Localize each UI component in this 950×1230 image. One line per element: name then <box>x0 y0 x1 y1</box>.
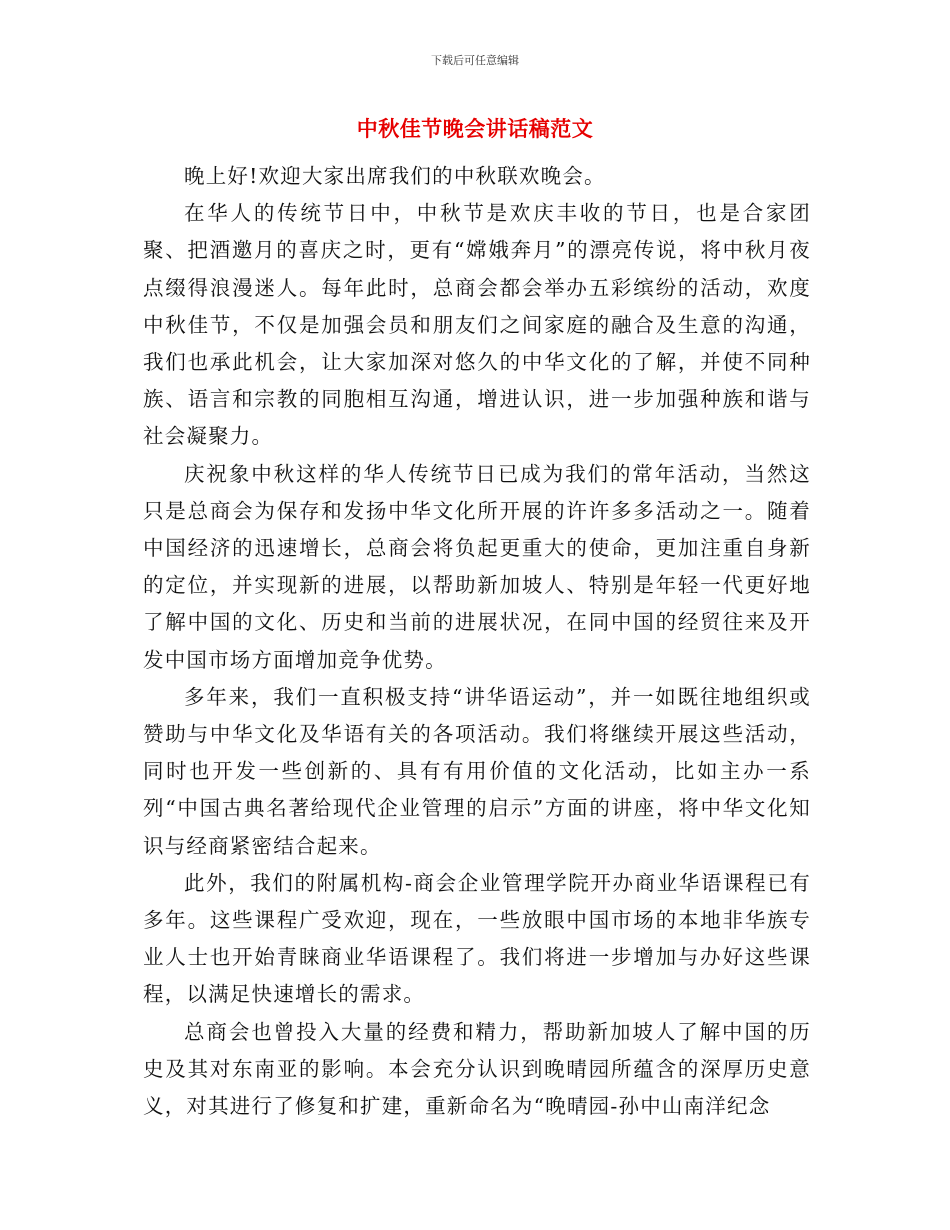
paragraph: 多年来，我们一直积极支持“讲华语运动”，并一如既往地组织或赞助与中华文化及华语有关的各项活动。我们将继续开展这些活动，同时也开发一些创新的、具有有用价值的文化活动，比如主办一系列“中国古典名著给现代企业管理的启示”方面的讲座，将中华文化知识与经商紧密结合起来。 <box>143 684 811 858</box>
paragraph: 晚上好!欢迎大家出席我们的中秋联欢晚会。 <box>184 164 606 188</box>
paragraph: 此外，我们的附属机构-商会企业管理学院开办商业华语课程已有多年。这些课程广受欢迎，现在，一些放眼中国市场的本地非华族专业人士也开始青睐商业华语课程了。我们将进一步增加与办好这些课程，以满足快速增长的需求。 <box>143 870 811 1007</box>
paragraph: 总商会也曾投入大量的经费和精力，帮助新加坡人了解中国的历史及其对东南亚的影响。本会充分认识到晚晴园所蕴含的深厚历史意义，对其进行了修复和扩建，重新命名为“晚晴园-孙中山南洋纪念 <box>143 1019 811 1119</box>
document-body <box>143 158 811 1125</box>
header-note: 下载后可任意编辑 <box>431 54 519 67</box>
paragraph: 在华人的传统节日中，中秋节是欢庆丰收的节日，也是合家团聚、把酒邀月的喜庆之时，更有“嫦娥奔月”的漂亮传说，将中秋月夜点缀得浪漫迷人。每年此时，总商会都会举办五彩缤纷的活动，欢度中秋佳节，不仅是加强会员和朋友们之间家庭的融合及生意的沟通，我们也承此机会，让大家加深对悠久的中华文化的了解，并使不同种族、语言和宗教的同胞相互沟通，增进认识，进一步加强种族和谐与社会凝聚力。 <box>143 201 811 449</box>
document-title: 中秋佳节晚会讲话稿范文 <box>356 117 594 141</box>
paragraph: 庆祝象中秋这样的华人传统节日已成为我们的常年活动，当然这只是总商会为保存和发扬中华文化所开展的许许多多活动之一。随着中国经济的迅速增长，总商会将负起更重大的使命，更加注重自身新的定位，并实现新的进展，以帮助新加坡人、特别是年轻一代更好地了解中国的文化、历史和当前的进展状况，在同中国的经贸往来及开发中国市场方面增加竞争优势。 <box>143 461 811 672</box>
